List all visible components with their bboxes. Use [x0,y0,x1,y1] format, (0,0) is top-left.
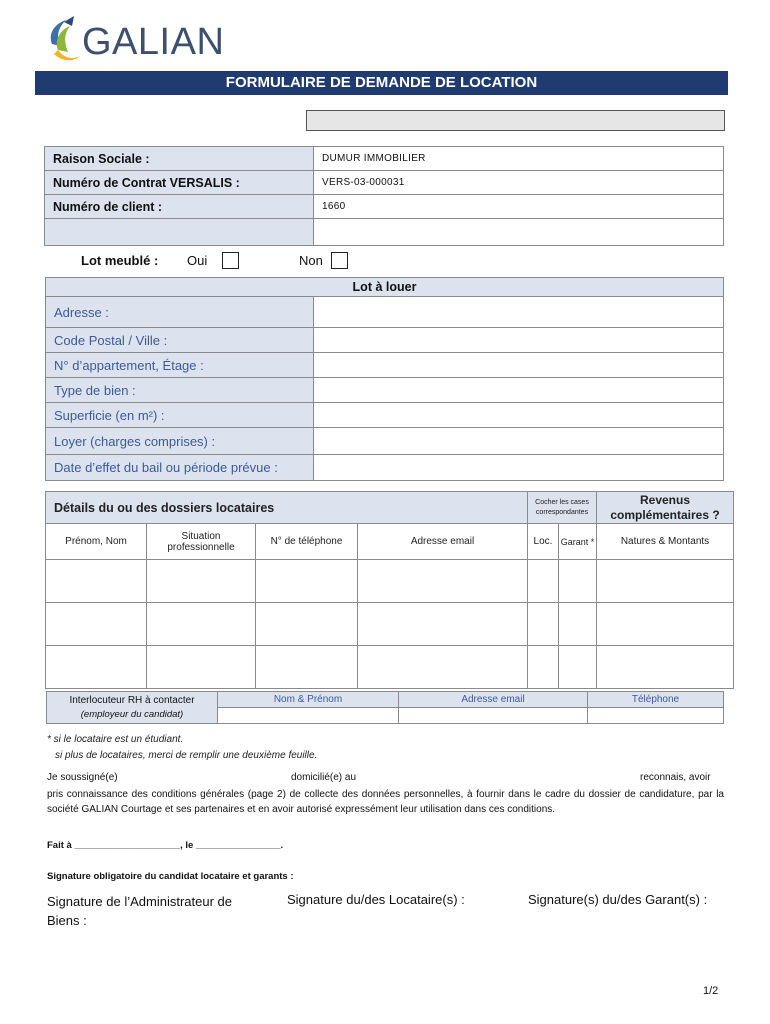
lot-field-label: Code Postal / Ville : [46,328,314,353]
tenant-details-table [45,491,734,689]
rh-col-email: Adresse email [399,692,588,708]
cell[interactable] [597,560,734,603]
lot-table [45,277,724,481]
revenus-header: Revenus complémentaires ? [597,492,734,524]
cell[interactable] [256,603,358,646]
oui-label: Oui [187,253,208,268]
rh-nom-input[interactable] [218,708,399,724]
lot-field-label: N° d’appartement, Étage : [46,353,314,378]
lot-field-label: Superficie (en m²) : [46,403,314,428]
oui-checkbox[interactable] [222,252,239,269]
je-soussigne: Je soussigné(e) [47,772,118,783]
table-row [46,353,724,378]
cell[interactable] [147,646,256,689]
garant-checkbox-cell[interactable] [559,560,597,603]
rh-contact-table [46,691,724,724]
non-label: Non [299,253,323,268]
col-loc: Loc. [528,524,559,560]
reconnais: reconnais, avoir [640,772,711,783]
cell[interactable] [46,560,147,603]
lot-field-input[interactable] [314,328,724,353]
details-title: Détails du ou des dossiers locataires [46,492,528,524]
cell[interactable] [358,646,528,689]
lot-field-input[interactable] [314,378,724,403]
raison-sociale-label: Raison Sociale : [45,147,314,171]
table-row [45,219,724,246]
signature-locataires: Signature du/des Locataire(s) : [287,892,465,907]
table-row [46,560,734,603]
cell[interactable] [597,603,734,646]
table-row [46,492,734,524]
lot-field-input[interactable] [314,403,724,428]
cell[interactable] [46,603,147,646]
lot-field-input[interactable] [314,455,724,481]
table-row [47,692,724,708]
client-number-label: Numéro de client : [45,195,314,219]
lot-field-label: Loyer (charges comprises) : [46,428,314,455]
table-row [45,195,724,219]
empty-label-cell [45,219,314,246]
lot-field-input[interactable] [314,428,724,455]
cell[interactable] [147,560,256,603]
client-info-table [44,146,724,246]
declaration-text: pris connaissance des conditions générales (page 2) de collecte des données personnelles, à fournir dans le cadre du dossier de candidature, par la société GALIAN Courtage et ses partenaires et en avoir autorisé expressément leur utilisation dans ces conditions. [47,789,724,815]
lot-field-input[interactable] [314,353,724,378]
non-checkbox[interactable] [331,252,348,269]
table-row [46,328,724,353]
col-natures: Natures & Montants [597,524,734,560]
note-etudiant: * si le locataire est un étudiant. [47,734,184,745]
client-number-value[interactable]: 1660 [314,195,724,219]
col-nom: Prénom, Nom [46,524,147,560]
cell[interactable] [256,560,358,603]
table-row [45,171,724,195]
loc-checkbox-cell[interactable] [528,646,559,689]
top-reference-field[interactable] [306,110,725,131]
cocher-label: Cocher les cases correspondantes [528,492,597,524]
signature-garants: Signature(s) du/des Garant(s) : [528,892,708,907]
form-title: FORMULAIRE DE DEMANDE DE LOCATION [35,71,728,95]
raison-sociale-value[interactable]: DUMUR IMMOBILIER [314,147,724,171]
cell[interactable] [256,646,358,689]
rh-col-nom: Nom & Prénom [218,692,399,708]
garant-checkbox-cell[interactable] [559,646,597,689]
table-row [46,603,734,646]
col-situation: Situation professionnelle [147,524,256,560]
garant-checkbox-cell[interactable] [559,603,597,646]
note-plus-locataires: si plus de locataires, merci de remplir une deuxième feuille. [55,750,318,761]
rh-telephone-input[interactable] [588,708,724,724]
table-row [46,428,724,455]
table-row [45,147,724,171]
lot-field-label: Adresse : [46,297,314,328]
table-row [46,524,734,560]
table-row [46,378,724,403]
lot-field-label: Type de bien : [46,378,314,403]
page-number: 1/2 [703,985,719,997]
lot-meuble-label: Lot meublé : [81,253,159,268]
signature-admin: Signature de l’Administrateur de Biens : [47,894,232,928]
cell[interactable] [358,603,528,646]
lot-header: Lot à louer [46,278,724,297]
table-row [46,297,724,328]
col-email: Adresse email [358,524,528,560]
col-garant: Garant * [559,524,597,560]
rh-email-input[interactable] [399,708,588,724]
logo-text: GALIAN [82,21,225,63]
table-row [46,646,734,689]
rh-col-telephone: Téléphone [588,692,724,708]
cell[interactable] [46,646,147,689]
col-telephone: N° de téléphone [256,524,358,560]
rh-label-cell [47,692,218,724]
domicilie: domicilié(e) au [291,772,357,783]
loc-checkbox-cell[interactable] [528,560,559,603]
signature-title: Signature obligatoire du candidat locataire et garants : [47,871,294,882]
loc-checkbox-cell[interactable] [528,603,559,646]
empty-value-cell[interactable] [314,219,724,246]
table-row [46,278,724,297]
contrat-label: Numéro de Contrat VERSALIS : [45,171,314,195]
lot-field-input[interactable] [314,297,724,328]
cell[interactable] [597,646,734,689]
rh-label: Interlocuteur RH à contacter [69,694,195,706]
fait-a-line: Fait à ____________________, le ________________. [47,840,284,851]
contrat-value[interactable]: VERS-03-000031 [314,171,724,195]
table-row [46,403,724,428]
rh-sublabel: (employeur du candidat) [80,708,184,720]
cell[interactable] [358,560,528,603]
table-row [46,455,724,481]
lot-field-label: Date d’effet du bail ou période prévue : [46,455,314,481]
cell[interactable] [147,603,256,646]
